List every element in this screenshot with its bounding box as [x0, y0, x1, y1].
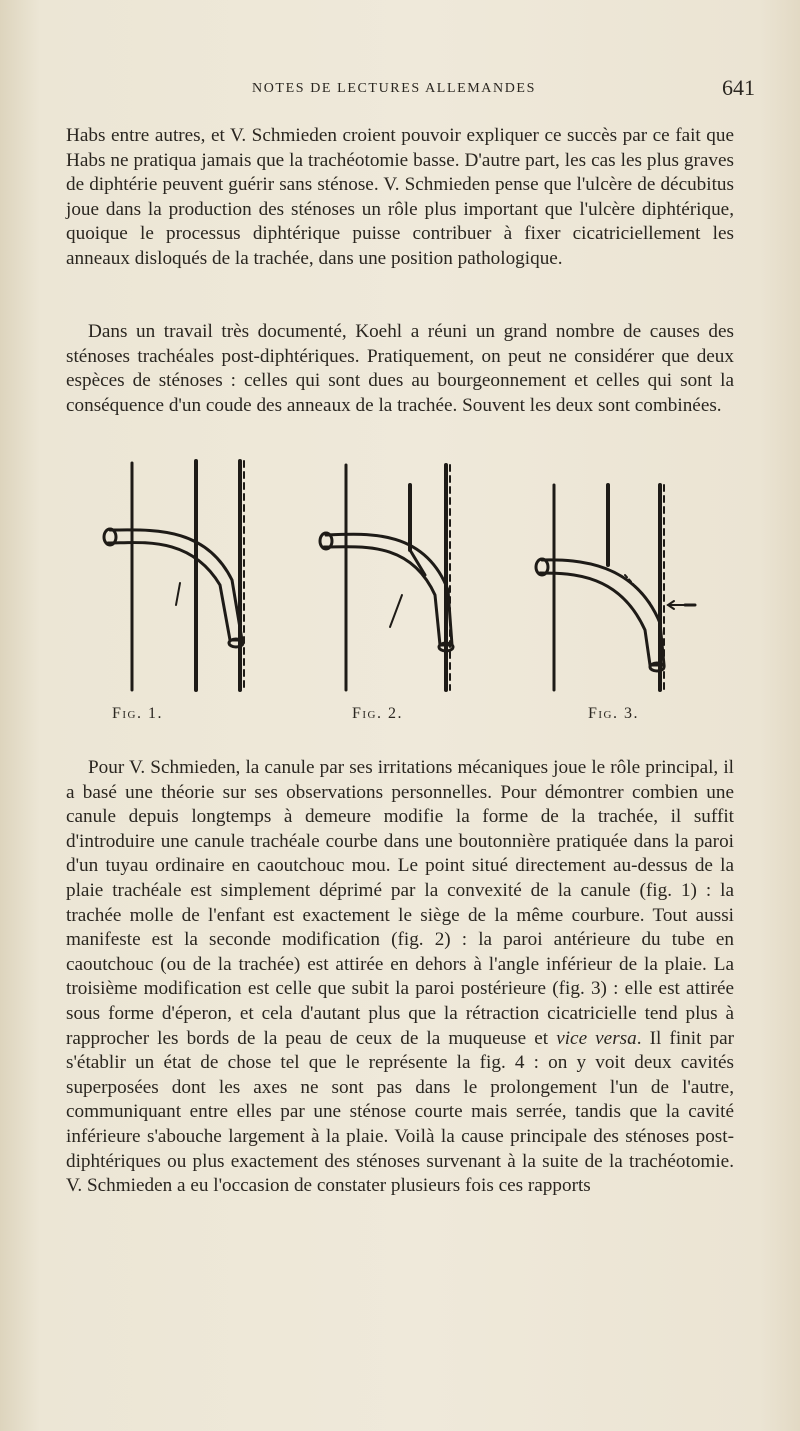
paragraph-3-part-b: . Il finit par s'établir un état de chose tel que le représente la fig. 4 : on y voit deux cavités superposées dont les axes ne sont pas dans le prolongement l'un de l'autre, communiquant entre elles par une sténose courte mais serrée, tandis que la cavité inférieure s'abouche largement à la plaie. Voilà la cause principale des sténoses post-diphtériques ou plus exactement des sténoses survenant à la suite de la trachéotomie. V. Schmieden a eu l'occasion de constater plusieurs fois ces rapports: [66, 1027, 734, 1197]
paragraph-3: [66, 756, 734, 1199]
figure-3-drawing: [536, 485, 695, 690]
figure-2-caption: Fig. 2.: [352, 705, 404, 722]
paragraph-3-italic: vice versa: [556, 1027, 637, 1049]
figures-illustration: [80, 455, 720, 735]
paragraph-1: Habs entre autres, et V. Schmieden croient pouvoir expliquer ce succès par ce fait que Habs ne pratiqua jamais que la trachéotomie basse. D'autre part, les cas les plus graves de diphtérie peuvent guérir sans sténose. V. Schmieden pense que l'ulcère de décubitus joue dans la production des sténoses un rôle plus important que l'ulcère diphtérique, quoique le processus diphtérique puisse contribuer à fixer cicatriciellement les anneaux disloqués de la trachée, dans une position pathologique.: [66, 125, 734, 269]
figure-1-drawing: [104, 461, 244, 690]
figure-1-caption: Fig. 1.: [112, 705, 164, 722]
figure-2-drawing: [320, 465, 453, 690]
figure-3-caption: Fig. 3.: [588, 705, 640, 722]
paragraph-3-part-a: Pour V. Schmieden, la canule par ses irritations mécaniques joue le rôle principal, il a basé une théorie sur ses observations personnelles. Pour démontrer combien une canule depuis longtemps à demeure modifie la forme de la trachée, il suffit d'introduire une canule trachéale courbe dans une boutonnière pratiquée dans la paroi d'un tuyau ordinaire en caoutchouc mou. Le point situé directement au-dessus de la plaie trachéale est simplement déprimé par la convexité de la canule (fig. 1) : la trachée molle de l'enfant est exactement le siège de la même courbure. Tout aussi manifeste est la seconde modification (fig. 2) : la paroi antérieure du tube en caoutchouc (ou de la trachée) est attirée en dehors à l'angle inférieur de la plaie. La troisième modification est celle que subit la paroi postérieure (fig. 3) : elle est attirée sous forme d'éperon, et cela d'autant plus que la rétraction cicatricielle tend plus à rapprocher les bords de la peau de ceux de la muqueuse et: [66, 757, 734, 1049]
running-title: NOTES DE LECTURES ALLEMANDES: [252, 81, 536, 96]
page-number: 641: [722, 75, 755, 100]
paragraph-2: Dans un travail très documenté, Koehl a réuni un grand nombre de causes des sténoses trachéales post-diphtériques. Pratiquement, on peut ne considérer que deux espèces de sténoses : celles qui sont dues au bourgeonnement et celles qui sont la conséquence d'un coude des anneaux de la trachée. Souvent les deux sont combinées.: [66, 321, 734, 416]
page-header: [0, 75, 800, 102]
